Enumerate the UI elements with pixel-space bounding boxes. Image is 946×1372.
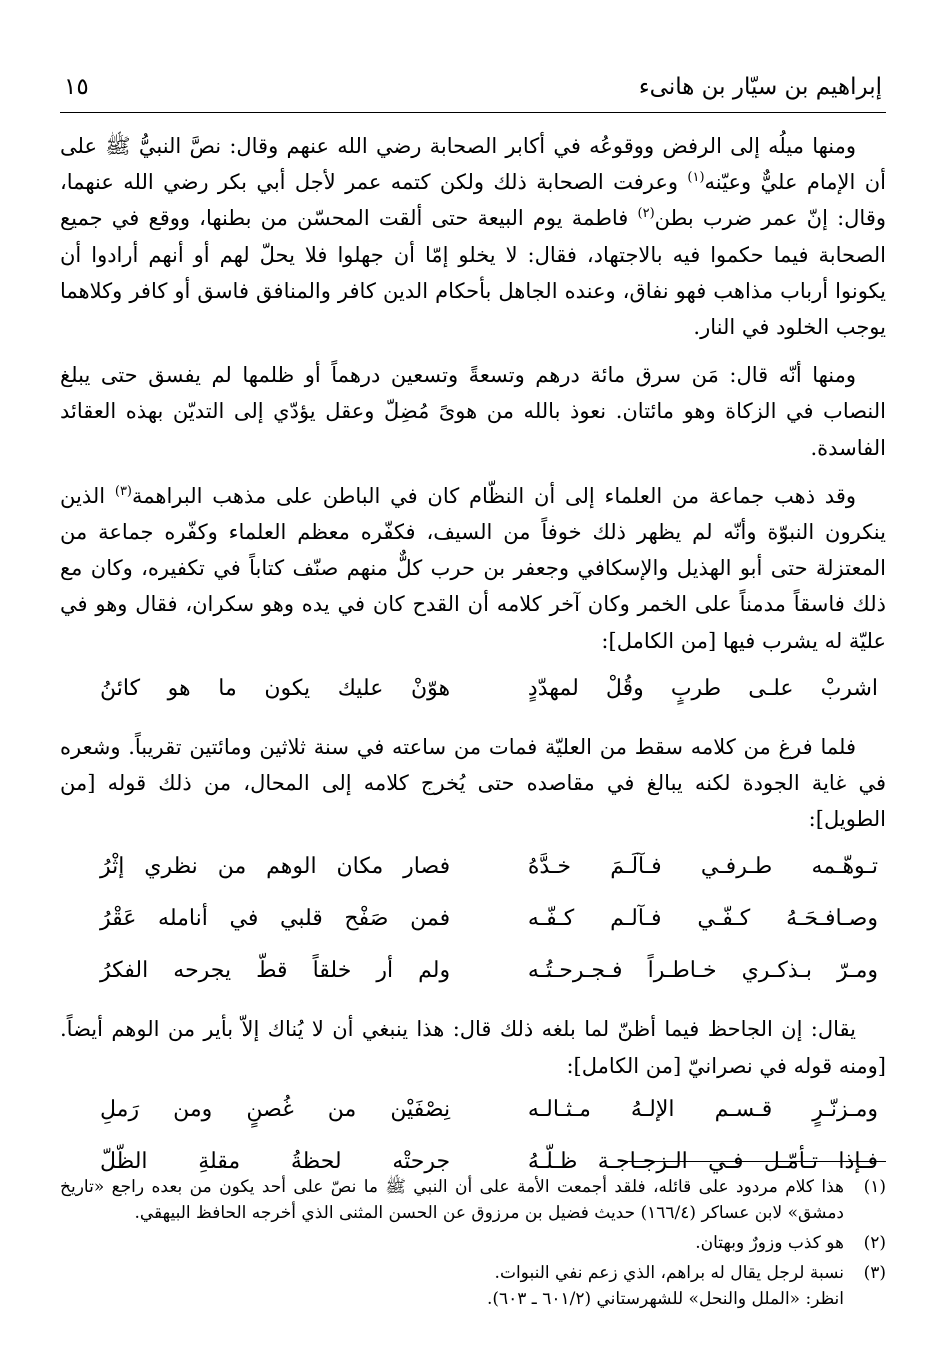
footnote-ref-3[interactable]: (٣)	[114, 483, 132, 499]
page-number: ١٥	[64, 74, 89, 100]
running-title: إبراهيم بن سيّار بن هانىء	[638, 74, 882, 100]
footnote-line: نسبة لرجل يقال له براهم، الذي زعم نفي النبوات.	[494, 1263, 844, 1283]
paragraph-text: ومنها ميلُه إلى الرفض ووقوعُه في أكابر الصحابة رضي الله عنهم وقال: نصَّ النبيُّ ﷺ على أن الإمام عليٌّ وعيّنه	[60, 134, 886, 195]
paragraph-text: وقد ذهب جماعة من العلماء إلى أن النظّام كان في الباطن على مذهب البراهمة	[132, 483, 857, 508]
verse-first-hemistich: فـإذا تـأمّـل فـي الـزجـاجـة ظـلّـهُ	[527, 1148, 878, 1174]
verse-first-hemistich: ومـرّ بـذكـري خـاطـراً فـجـرحـتُـه	[527, 958, 878, 984]
footnote-text	[60, 1260, 844, 1312]
verse-second-hemistich: جرحتْه لحظةُ مقلةِ الظّلّ	[100, 1148, 451, 1174]
footnote-ref-1[interactable]: (١)	[687, 170, 705, 186]
main-text	[60, 128, 886, 1202]
footnote-1	[60, 1174, 886, 1226]
verse-line	[100, 841, 878, 893]
footnote-text	[60, 1230, 844, 1256]
paragraph-2: ومنها أنّه قال: مَن سرق مائة درهم وتسعةً وتسعين درهماً أو ظلمها لم يفسق حتى يبلغ النصاب في الزكاة وهو مائتان. نعوذ بالله من هوىً مُضِلّ وعقل يؤدّي إلى التديّن بهذه العقائد الفاسدة.	[60, 363, 886, 460]
verse-first-hemistich: ومـزنّـرٍ قـسـم الإلـهُ مـثـالـه	[527, 1096, 878, 1122]
verse-group-2	[60, 841, 886, 997]
verse-line	[100, 893, 878, 945]
footnotes	[60, 1174, 886, 1316]
verse-first-hemistich: اشربْ علـى طربٍ وقُلْ لمهدّدٍ	[527, 675, 878, 701]
footnote-mark: (٢)	[863, 1233, 886, 1253]
paragraph-4: فلما فرغ من كلامه سقط من العليّة فمات من ساعته في سنة ثلاثين ومائتين تقريباً. وشعره في غاية الجودة لكنه يبالغ في مقاصده حتى يُخرج كلامه إلى المحال، من ذلك قوله [من الطويل]:	[60, 734, 886, 832]
running-header	[60, 68, 886, 113]
verse-second-hemistich: هوّنْ عليك يكون ما هو كائنُ	[100, 675, 451, 701]
verse-first-hemistich: وصـافـحَـهُ كـفّـي فـآلـم كـفّـه	[527, 906, 878, 932]
footnote-mark: (١)	[863, 1177, 886, 1197]
footnote-line: هو كذب وزورٌ وبهتان.	[695, 1233, 844, 1253]
footnote-text	[60, 1174, 844, 1226]
verse-line	[100, 663, 878, 715]
paragraph-text: الذين ينكرون النبوّة وأنّه لم يظهر ذلك خوفاً من السيف، فكفّره معظم العلماء وكفّره جماعة من المعتزلة حتى أبو الهذيل والإسكافي وجعفر بن حرب كلٌّ منهم صنّف كتاباً في تكفيره، وكان مع ذلك فاسقاً مدمناً على الخمر وكان آخر كلامه أن القدح كان في يده وهو سكران، فقال وهو في عليّة له يشرب فيها [من الكامل]:	[60, 483, 886, 653]
footnote-line: انظر: «الملل والنحل» للشهرستاني (٦٠١/٢ ـ ٦٠٣).	[486, 1289, 844, 1309]
verse-group-1	[60, 663, 886, 715]
footnote-mark: (٣)	[863, 1263, 886, 1283]
verse-second-hemistich: ولم أر خلقاً قطّ يجرحه الفكرُ	[100, 958, 451, 984]
paragraph-3	[60, 478, 886, 659]
footnote-ref-2[interactable]: (٢)	[637, 206, 655, 222]
verse-first-hemistich: تـوهّـمه طـرفـي فـآلَـمَ خـدَّهُ	[527, 854, 878, 880]
verse-second-hemistich: فمن صَفْح قلبي في أنامله عَقْرُ	[100, 906, 451, 932]
footnote-separator	[620, 1161, 886, 1162]
paragraph-text: فاطمة يوم البيعة حتى ألقت المحسّن من بطنها، ووقع في جميع الصحابة فيما حكموا فيه بالاجتهاد، فقال: لا يخلو إمّا أن جهلوا فلا يحلّ لهم أو أنهم أرادوا أن يكونوا أرباب مذاهب فهو نفاق، وعنده الجاهل بأحكام الدين كافر والمنافق فاسق أو كافر وكلاهما يوجب الخلود في النار.	[60, 206, 886, 340]
footnote-line: هذا كلام مردود على قائله، فلقد أجمعت الأمة على أن النبي ﷺ ما نصّ على أحد يكون من بعده راجع «تاريخ دمشق» لابن عساكر (١٦٦/٤) حديث فضيل بن مرزوق عن الحسن المثنى الذي أخرجه الحافظ البيهقي.	[60, 1177, 844, 1223]
footnote-3	[60, 1260, 886, 1312]
verse-line	[100, 1084, 878, 1136]
verse-line	[100, 945, 878, 997]
paragraph-1	[60, 128, 886, 345]
verse-second-hemistich: فصار مكان الوهم من نظري إثْرُ	[100, 854, 451, 880]
verse-second-hemistich: نِصْفَيْن من غُصنٍ ومن رَملِ	[100, 1096, 451, 1122]
footnote-2	[60, 1230, 886, 1256]
paragraph-5: يقال: إن الجاحظ فيما أظنّ لما بلغه ذلك قال: هذا ينبغي أن لا يُناك إلاّ بأير من الوهم أيضاً. [ومنه قوله في نصرانيّ [من الكامل]:	[60, 1017, 886, 1078]
verse-group-3	[60, 1084, 886, 1188]
paragraph-text: وعرفت الصحابة ذلك ولكن كتمه عمر لأجل أبي بكر رضي الله عنهما، وقال: إنّ عمر ضرب بطن	[60, 170, 886, 231]
